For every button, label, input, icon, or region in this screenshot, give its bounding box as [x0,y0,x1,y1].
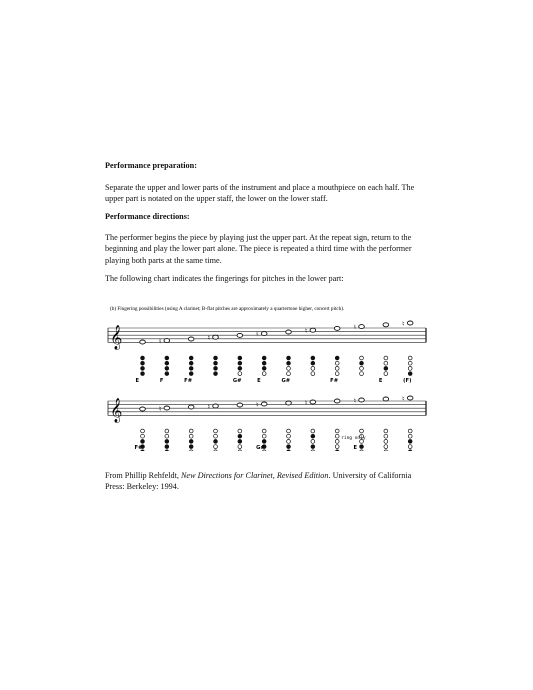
fingering-hole [165,372,169,376]
fingering-hole [311,361,315,365]
fingering-hole [384,361,388,365]
fingering-hole [384,429,388,433]
note-head [383,397,389,401]
fingering-hole [311,367,315,371]
natural-sign: ♮ [304,327,308,336]
fingering-hole [408,367,412,371]
fingering-hole [238,434,242,438]
fingering-hole [141,361,145,365]
fingering-hole [384,445,388,449]
fingering-hole [165,450,169,451]
fingering-hole [360,367,364,371]
figure-caption: (b) Fingering possibilities (using A clarinet; B-flat pitches are approximately a quartertone higher, concert pitch). [110,306,345,312]
fingering-hole [360,356,364,360]
fingering-label: F# [330,378,339,384]
ring-only-note: ring only [341,436,366,441]
note-head [286,330,292,334]
fingering-hole [384,356,388,360]
fingering-label: F# [184,378,193,384]
fingering-hole [408,372,412,376]
fingering-hole [287,429,291,433]
fingering-hole [238,445,242,449]
fingering-hole [262,440,266,444]
fingering-hole [214,434,218,438]
fingering-hole [189,361,193,365]
fingering-label: G# [232,378,242,384]
fingering-hole [408,434,412,438]
fingering-hole [335,440,339,444]
fingering-hole [189,356,193,360]
note-head [237,403,243,407]
fingering-hole [214,361,218,365]
fingering-hole [141,440,145,444]
section-heading-directions: Performance directions: [105,212,190,221]
fingering-hole [141,367,145,371]
fingering-hole [189,429,193,433]
note-head [188,337,194,341]
fingering-hole [311,356,315,360]
credit-suffix: . University of California Press: Berkeley: 1994. [105,471,412,492]
paragraph-preparation: Separate the upper and lower parts of the instrument and place a mouthpiece on each half. The upper part is notated on the upper staff, the lower on the lower staff. [105,183,415,204]
fingering-hole [311,440,315,444]
fingering-hole [165,445,169,449]
note-head [188,405,194,409]
fingering-hole [408,440,412,444]
fingering-hole [335,450,339,451]
natural-sign: ♮ [158,337,162,346]
fingering-hole [262,434,266,438]
fingering-hole [335,367,339,371]
fingering-hole [214,440,218,444]
fingering-hole [214,372,218,376]
fingering-label: E [353,445,358,451]
note-head [237,333,243,337]
natural-sign: ♮ [158,405,162,413]
fingering-hole [287,434,291,438]
fingering-hole [214,367,218,371]
credit-prefix: From Phillip Rehfeldt, [105,471,181,480]
fingering-hole [165,440,169,444]
note-head [407,396,413,400]
fingering-hole [360,445,364,449]
credit-title: New Directions for Clarinet, Revised Edition [180,471,329,480]
fingering-hole [238,361,242,365]
fingering-hole [262,356,266,360]
fingering-hole [360,361,364,365]
natural-sign: ♮ [353,397,357,405]
note-head [140,407,146,411]
natural-sign: ♮ [207,403,211,411]
natural-sign: ♮ [304,399,308,407]
fingering-hole [287,356,291,360]
fingering-label: F [159,378,164,384]
fingering-chart-figure [100,296,440,451]
fingering-hole [360,429,364,433]
fingering-hole [287,450,291,451]
fingering-hole [165,434,169,438]
fingering-hole [189,440,193,444]
fingering-hole [311,429,315,433]
fingering-hole [408,450,412,451]
fingering-hole [287,445,291,449]
paragraph-directions: The performer begins the piece by playing just the upper part. At the repeat sign, return to the beginning and play the lower part alone. The piece is repeated a third time with the performer playing both parts at the same time. [105,233,412,265]
fingering-hole [287,367,291,371]
fingering-hole [360,372,364,376]
fingering-hole [238,372,242,376]
fingering-label: F# [134,445,143,451]
fingering-hole [335,361,339,365]
fingering-hole [189,367,193,371]
natural-sign: ♮ [402,395,405,403]
fingering-hole [141,434,145,438]
fingering-hole [165,356,169,360]
fingering-hole [287,361,291,365]
note-head [164,406,170,410]
fingering-hole [262,367,266,371]
fingering-hole [384,440,388,444]
lower-staff [108,395,426,451]
paragraph-chart-intro: The following chart indicates the fingerings for pitches in the lower part: [105,274,344,283]
fingering-hole [141,429,145,433]
note-head [261,332,267,336]
fingering-hole [165,361,169,365]
note-head [286,401,292,405]
note-head [407,321,413,325]
section-heading-preparation: Performance preparation: [105,161,197,170]
fingering-hole [311,445,315,449]
fingering-hole [214,445,218,449]
fingering-hole [384,434,388,438]
natural-sign: ♮ [256,330,259,339]
note-head [383,323,389,327]
fingering-hole [408,429,412,433]
fingering-hole [311,450,315,451]
fingering-hole [262,429,266,433]
fingering-hole [311,434,315,438]
fingering-hole [262,361,266,365]
note-head [213,335,219,339]
fingering-hole [214,356,218,360]
note-head [164,339,170,343]
fingering-hole [189,450,193,451]
fingering-hole [311,372,315,376]
natural-sign: ♮ [402,320,405,328]
source-credit [105,470,430,493]
fingering-hole [238,367,242,371]
fingering-hole [189,434,193,438]
fingering-hole [165,367,169,371]
fingering-label: E [378,378,383,384]
fingering-hole [238,429,242,433]
upper-staff [108,320,426,384]
fingering-hole [408,361,412,365]
fingering-hole [141,356,145,360]
fingering-label: G# [256,445,265,451]
fingering-label: (F) [403,378,412,384]
natural-sign: ♮ [207,334,211,343]
fingering-hole [384,450,388,451]
fingering-hole [335,429,339,433]
treble-clef: 𝄞 [110,398,123,422]
fingering-hole [165,429,169,433]
fingering-hole [384,367,388,371]
fingering-hole [335,434,339,438]
fingering-hole [238,440,242,444]
note-head [334,399,340,403]
fingering-hole [384,372,388,376]
fingering-hole [335,445,339,449]
fingering-hole [214,450,218,451]
note-head [261,402,267,406]
fingering-hole [335,356,339,360]
fingering-hole [335,372,339,376]
fingering-hole [141,372,145,376]
fingering-hole [408,356,412,360]
natural-sign: ♮ [353,323,357,332]
note-head [359,398,365,402]
note-head [310,400,316,404]
fingering-hole [238,450,242,451]
fingering-hole [360,450,364,451]
fingering-hole [287,372,291,376]
fingering-hole [262,372,266,376]
fingering-hole [408,445,412,449]
fingering-hole [189,445,193,449]
fingering-hole [287,440,291,444]
note-head [334,326,340,330]
fingering-hole [189,372,193,376]
fingering-hole [214,429,218,433]
note-head [310,328,316,332]
fingering-label: E [257,378,261,384]
fingering-hole [238,356,242,360]
note-head [140,340,146,344]
fingering-label: G# [281,378,291,384]
treble-clef: 𝄞 [110,325,123,349]
note-head [213,404,219,408]
fingering-label: E [135,378,140,384]
natural-sign: ♮ [256,401,259,409]
note-head [359,325,365,329]
